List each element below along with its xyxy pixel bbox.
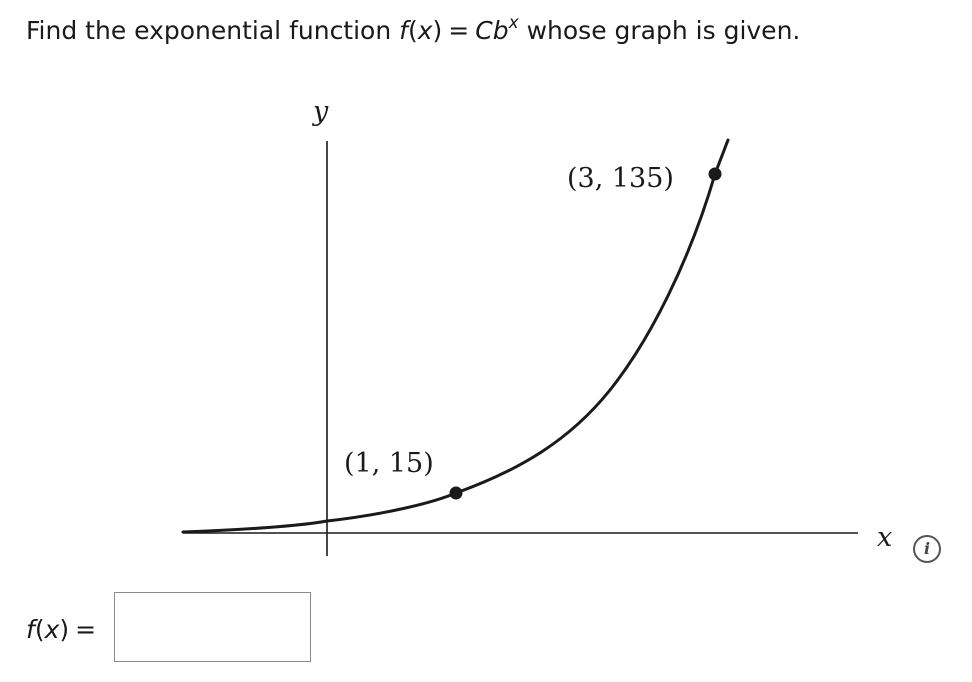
function-paren-close: ) bbox=[432, 16, 443, 45]
answer-equals: = bbox=[75, 615, 97, 644]
answer-paren-close: ) bbox=[59, 615, 70, 644]
exponential-curve bbox=[183, 140, 728, 532]
info-glyph: i bbox=[923, 539, 931, 558]
data-point-2 bbox=[709, 168, 722, 181]
answer-label bbox=[26, 613, 102, 647]
point-2-label: (3, 135) bbox=[567, 163, 674, 194]
answer-input[interactable] bbox=[114, 592, 311, 662]
function-name: f bbox=[399, 16, 408, 45]
function-exponent: x bbox=[508, 13, 519, 33]
question-suffix: whose graph is given. bbox=[518, 16, 801, 45]
x-axis-label: x bbox=[877, 522, 893, 553]
y-axis-label: y bbox=[313, 96, 329, 127]
info-icon[interactable] bbox=[913, 535, 941, 563]
data-point-1 bbox=[450, 487, 463, 500]
equals-sign: = bbox=[448, 16, 470, 45]
function-paren-open: ( bbox=[407, 16, 418, 45]
answer-variable: x bbox=[44, 615, 60, 644]
function-variable: x bbox=[417, 16, 433, 45]
question-prefix: Find the exponential function bbox=[26, 16, 400, 45]
function-coefficient: Cb bbox=[475, 16, 509, 45]
point-1-label: (1, 15) bbox=[344, 448, 434, 479]
answer-function-name: f bbox=[26, 615, 35, 644]
answer-paren-open: ( bbox=[34, 615, 45, 644]
